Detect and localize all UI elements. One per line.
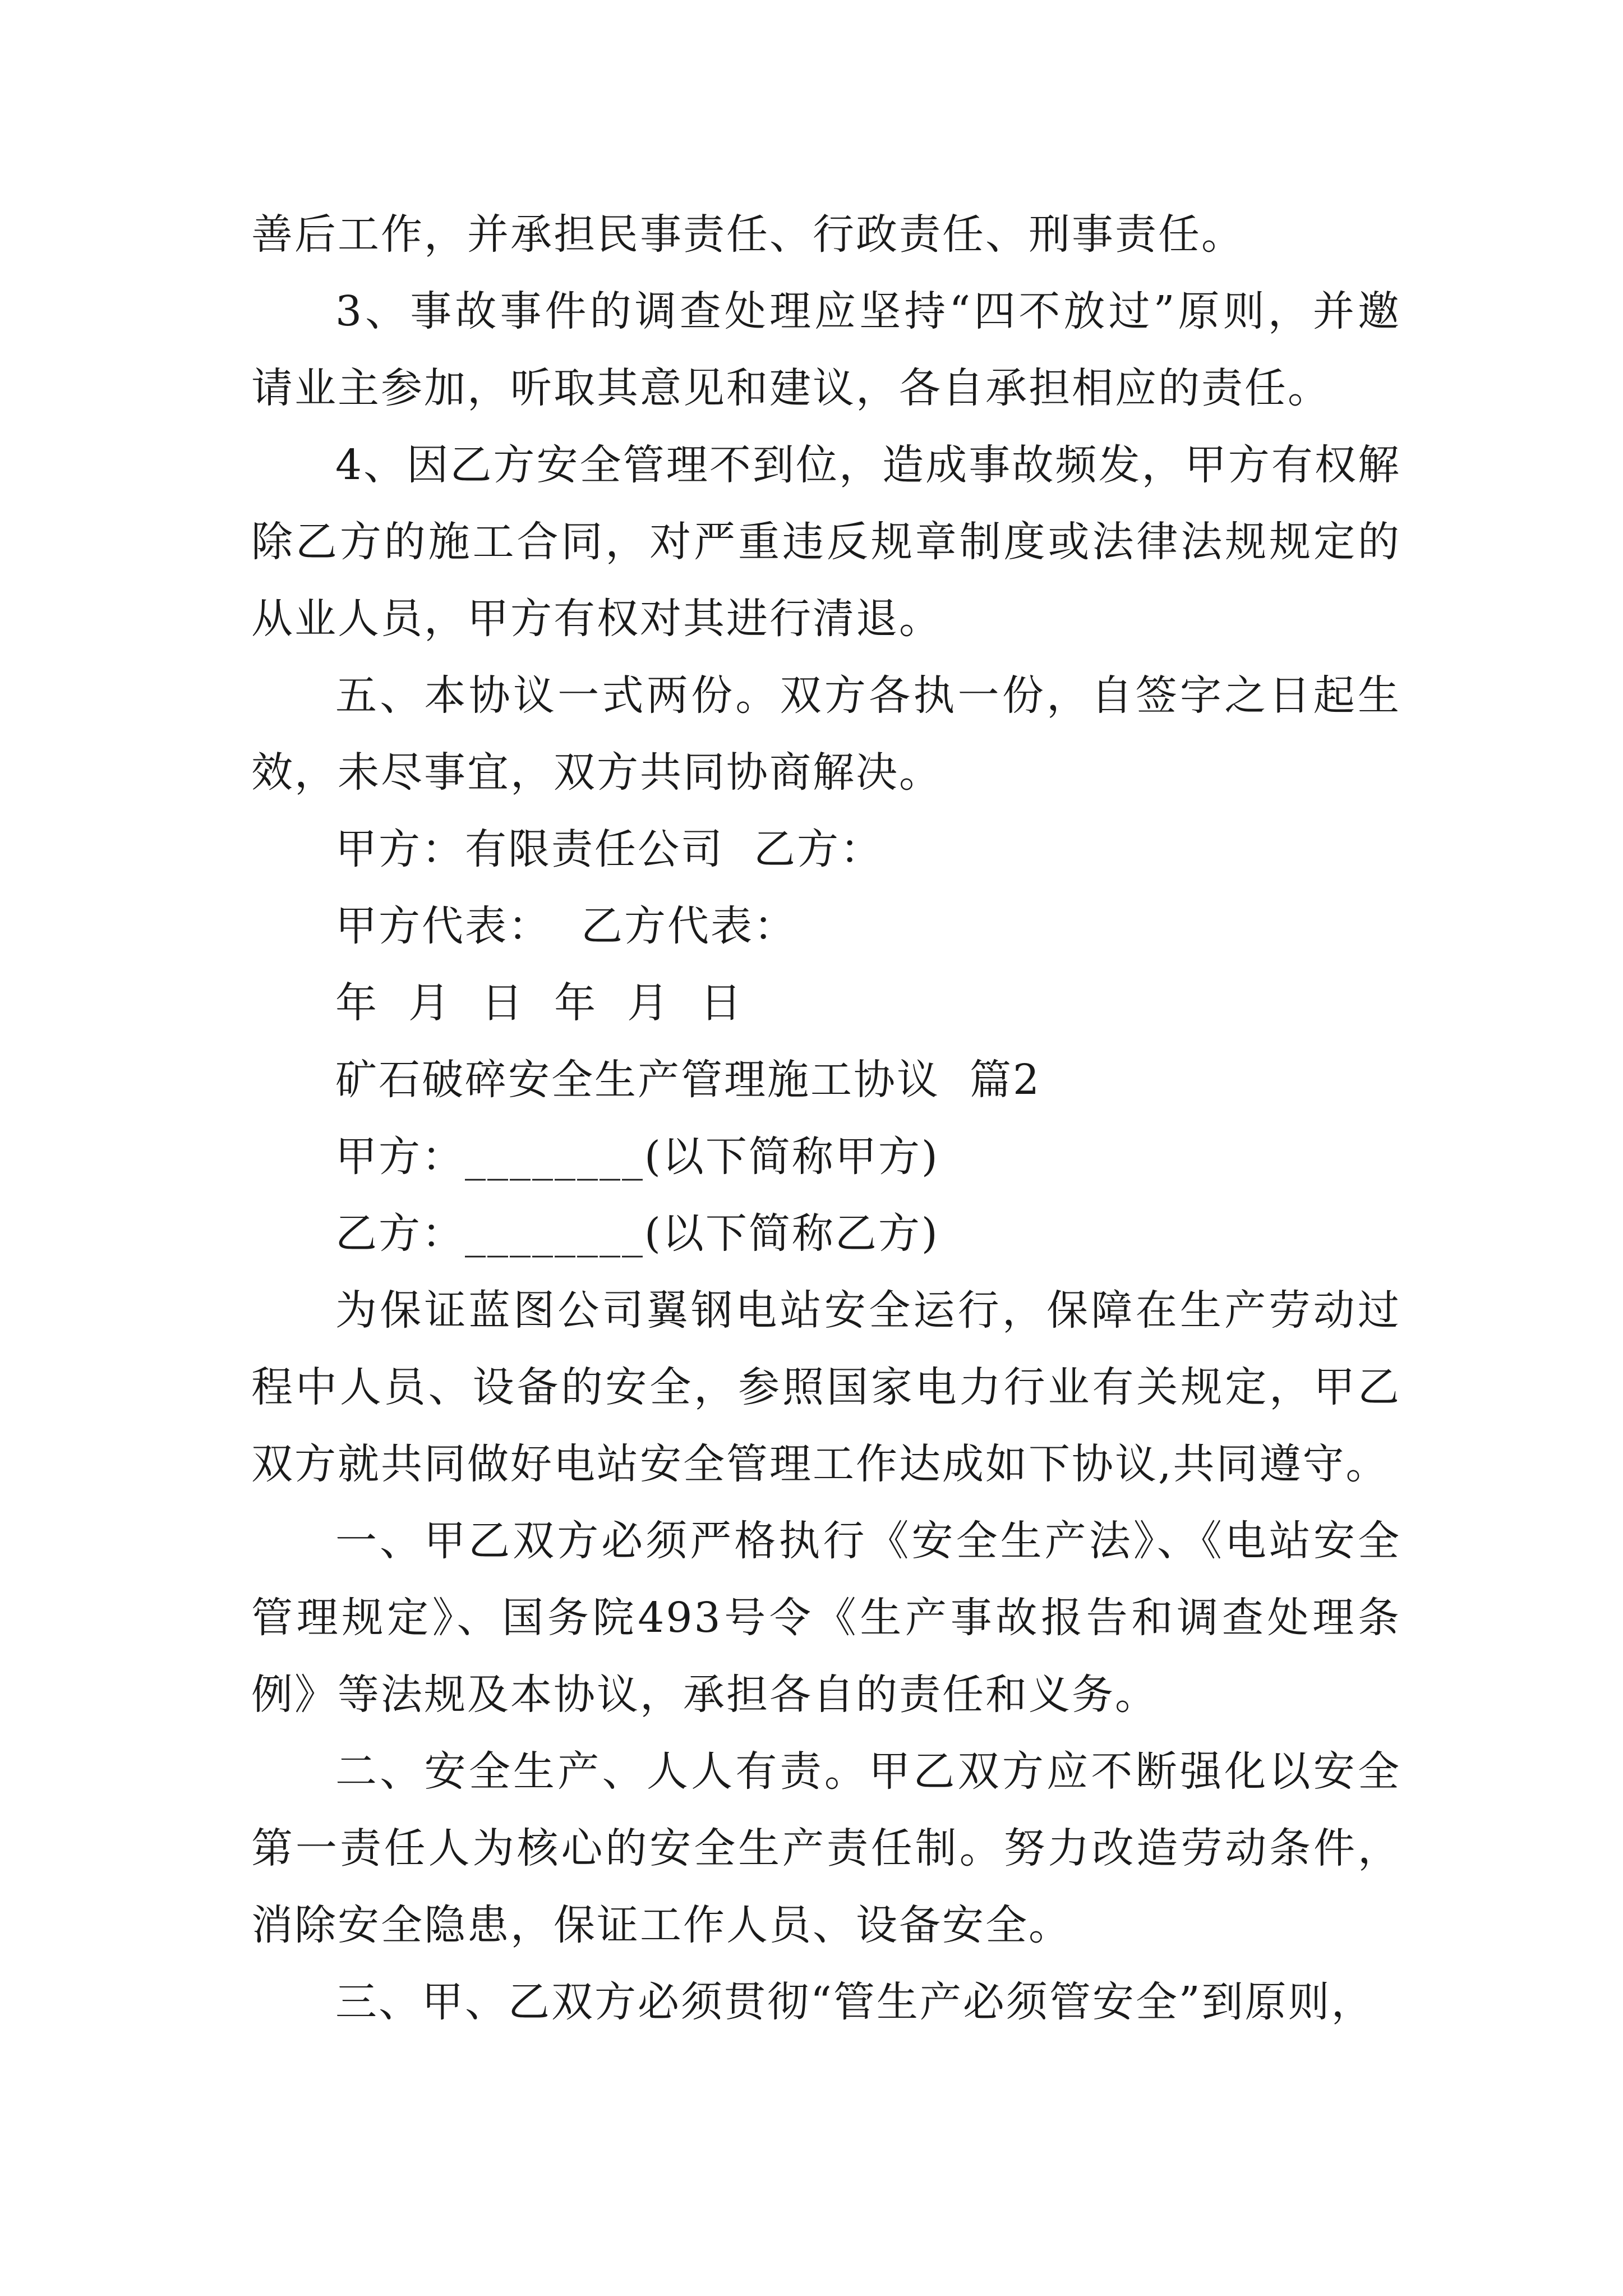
signature-dates: 年 月 日 年 月 日 (335, 979, 744, 1027)
paragraph-clause-3: 3、事故事件的调查处理应坚持“四不放过”原则，并邀请业主参加，听取其意见和建议，各自承担相应的责任。 (251, 287, 1401, 412)
paragraph-section-5: 五、本协议一式两份。双方各执一份，自签字之日起生效，未尽事宜，双方共同协商解决。 (251, 671, 1401, 797)
document-body (251, 196, 1401, 2041)
paragraph-preamble: 为保证蓝图公司翼钢电站安全运行，保障在生产劳动过程中人员、设备的安全，参照国家电力行业有关规定，甲乙双方就共同做好电站安全管理工作达成如下协议,共同遵守。 (251, 1286, 1401, 1488)
section-title: 矿石破碎安全生产管理施工协议 篇2 (335, 1056, 1041, 1104)
party-a-line: 甲方：________(以下简称甲方) (335, 1133, 939, 1181)
paragraph-aftermath: 善后工作，并承担民事责任、行政责任、刑事责任。 (251, 210, 1244, 259)
party-b-line: 乙方：________(以下简称乙方) (335, 1209, 939, 1258)
signature-parties: 甲方：有限责任公司 乙方： (335, 825, 884, 873)
paragraph-section-1: 一、甲乙双方必须严格执行《安全生产法》、《电站安全管理规定》、国务院493号令《生产事故报告和调查处理条例》等法规及本协议，承担各自的责任和义务。 (251, 1517, 1401, 1719)
paragraph-clause-4: 4、因乙方安全管理不到位，造成事故频发，甲方有权解除乙方的施工合同，对严重违反规章制度或法律法规规定的从业人员，甲方有权对其进行清退。 (251, 441, 1401, 643)
paragraph-section-2: 二、安全生产、人人有责。甲乙双方应不断强化以安全第一责任人为核心的安全生产责任制。努力改造劳动条件，消除安全隐患，保证工作人员、设备安全。 (251, 1747, 1401, 1949)
signature-representatives: 甲方代表： 乙方代表： (335, 902, 797, 950)
paragraph-section-3: 三、甲、乙双方必须贯彻“管生产必须管安全”到原则， (335, 1978, 1375, 2026)
